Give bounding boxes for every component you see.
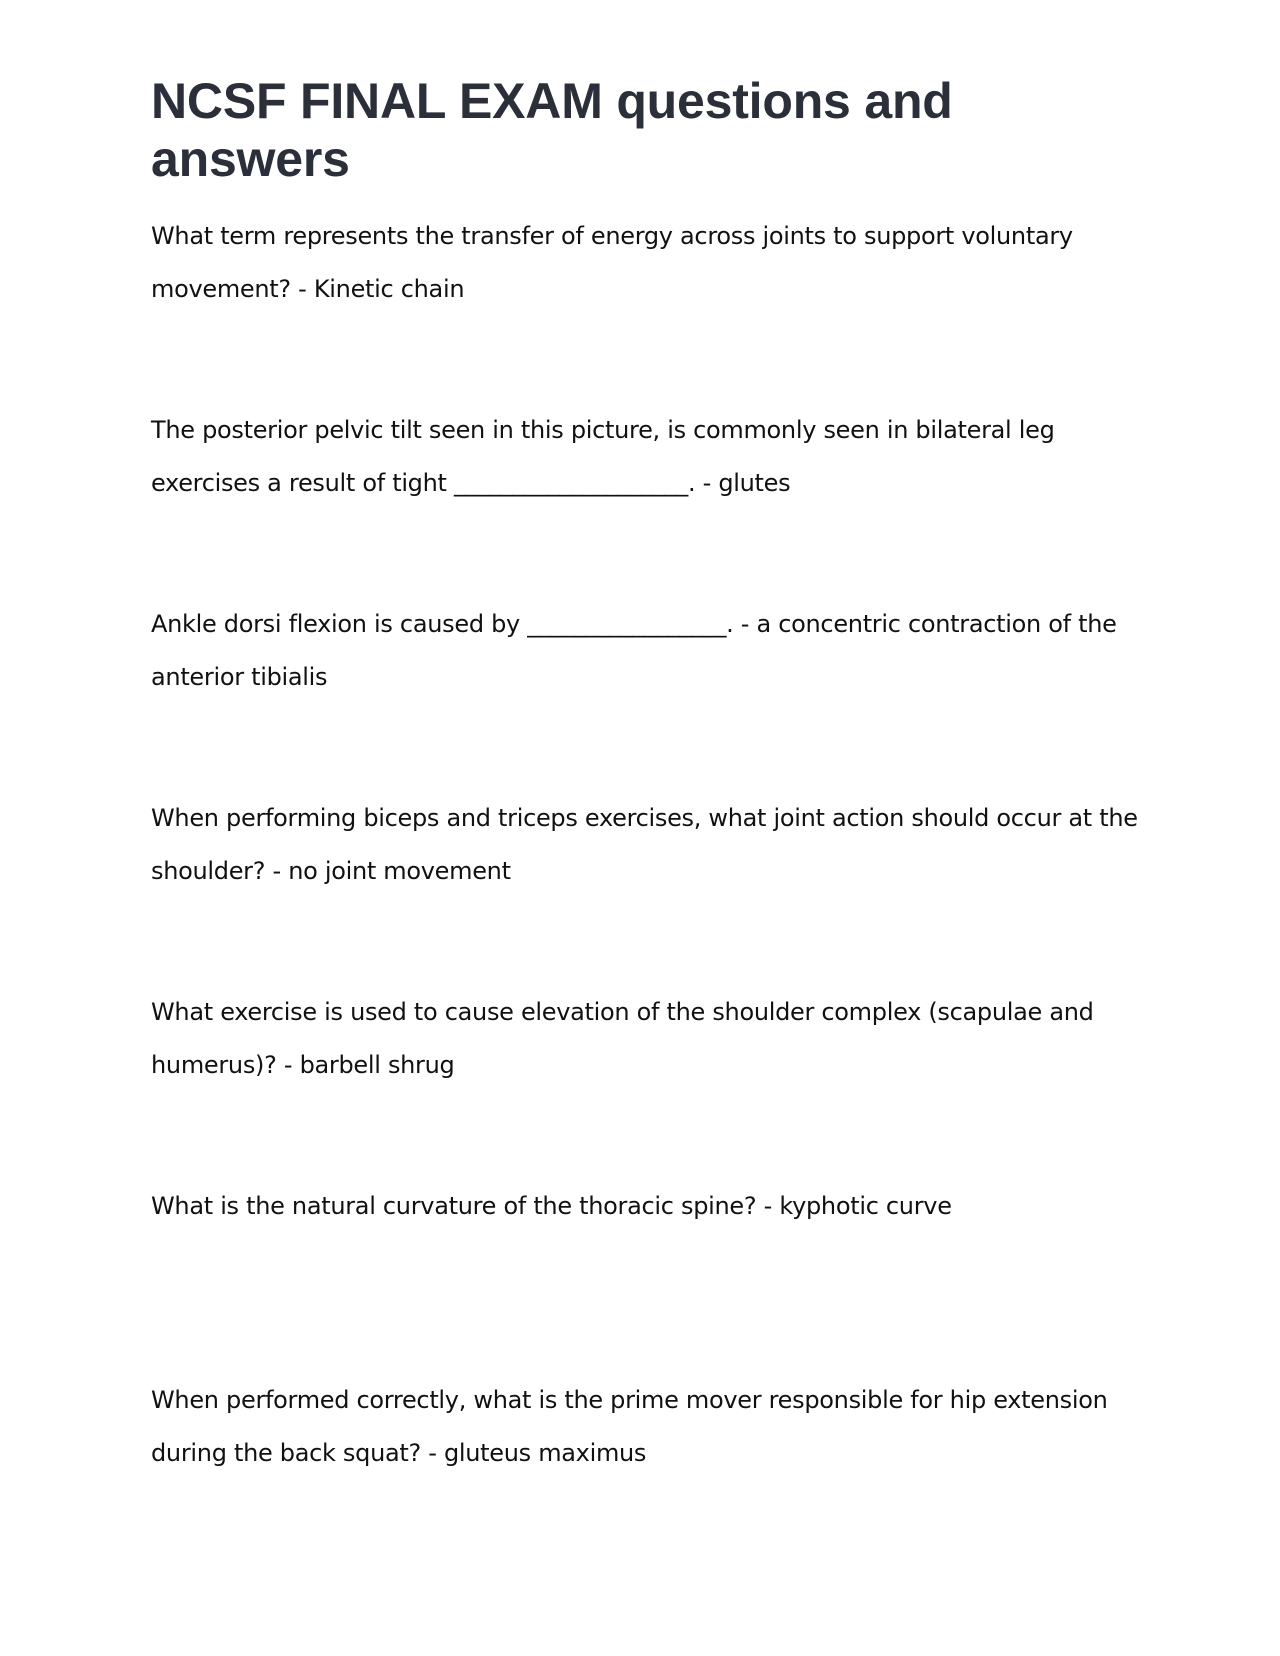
question-answer-item-4: When performing biceps and triceps exercises, what joint action should occur at the shoulder? - no joint movement (151, 804, 1138, 885)
question-answer-item-1: What term represents the transfer of energy across joints to support voluntary movement? - Kinetic chain (151, 222, 1073, 303)
question-answer-item-2: The posterior pelvic tilt seen in this picture, is commonly seen in bilateral leg exercises a result of tight ____________________. - glutes (151, 416, 1055, 497)
question-answer-item-3: Ankle dorsi flexion is caused by _________________. - a concentric contraction of the anterior tibialis (151, 610, 1117, 691)
document-title: NCSF FINAL EXAM questions and answers (151, 73, 953, 187)
question-answer-item-7: When performed correctly, what is the prime mover responsible for hip extension during the back squat? - gluteus maximus (151, 1386, 1108, 1467)
question-answer-item-5: What exercise is used to cause elevation of the shoulder complex (scapulae and humerus)? - barbell shrug (151, 998, 1094, 1079)
question-answer-item-6: What is the natural curvature of the thoracic spine? - kyphotic curve (151, 1192, 952, 1220)
question-answer-list (151, 210, 1141, 1480)
